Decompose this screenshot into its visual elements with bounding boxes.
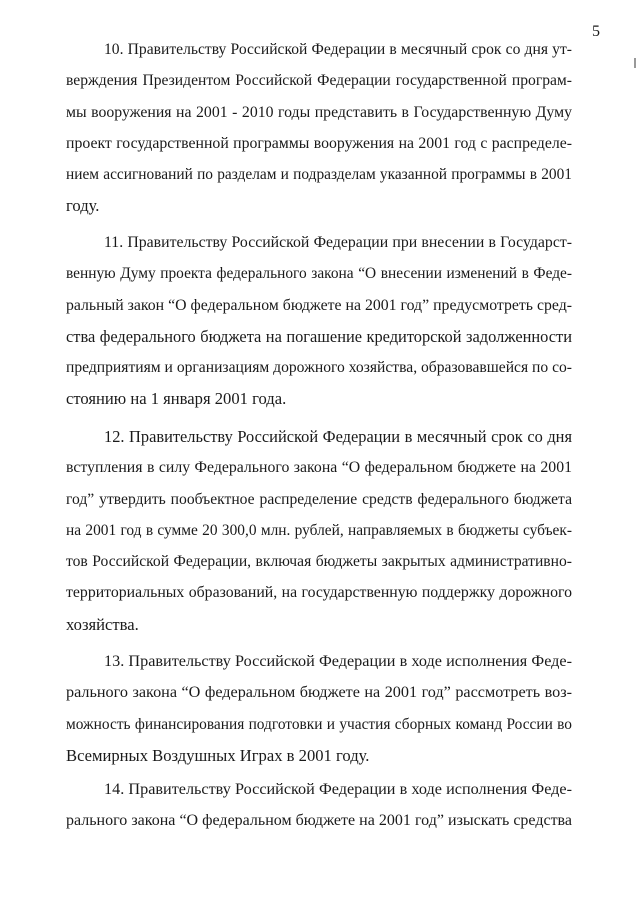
text-line: рального закона “О федеральном бюджете на 2001 год” изыскать средства (66, 812, 572, 830)
text-line: ральный закон “О федеральном бюджете на 2001 год” предусмотреть сред- (66, 296, 572, 314)
paragraph-14 (66, 774, 572, 837)
text-line: верждения Президентом Российской Федерации государственной програм- (66, 72, 572, 90)
text-line: 11. Правительству Российской Федерации при внесении в Государст- (104, 234, 572, 251)
text-line: Всемирных Воздушных Играх в 2001 году. (66, 745, 370, 765)
text-line: мы вооружения на 2001 - 2010 годы представить в Государственную Думу (66, 103, 572, 121)
paragraph-12 (66, 421, 572, 640)
page-number: 5 (592, 23, 600, 40)
paragraph-13 (66, 646, 572, 771)
text-line: вступления в силу Федерального закона “О федеральном бюджете на 2001 (66, 459, 572, 477)
text-line: на 2001 год в сумме 20 300,0 млн. рублей, направляемых в бюджеты субъек- (66, 521, 572, 539)
text-line: нием ассигнований по разделам и подразделам указанной программы в 2001 (66, 166, 572, 184)
text-line: 12. Правительству Российской Федерации в месячный срок со дня (104, 427, 572, 446)
text-line: венную Думу проекта федерального закона “О внесении изменений в Феде- (66, 265, 572, 283)
text-line: году. (66, 196, 100, 216)
scan-mark (634, 58, 636, 68)
text-line: ства федерального бюджета на погашение кредиторской задолженности (66, 326, 572, 346)
paragraph-11 (66, 227, 572, 415)
text-line: проект государственной программы вооружения на 2001 год с распределе- (66, 134, 572, 152)
text-line: можность финансирования подготовки и участия сборных команд России во (66, 715, 572, 733)
text-line: стоянию на 1 января 2001 года. (66, 389, 287, 409)
text-line: 10. Правительству Российской Федерации в месячный срок со дня ут- (104, 41, 572, 58)
text-line: хозяйства. (66, 614, 139, 634)
paragraph-10 (66, 34, 572, 222)
text-line: территориальных образований, на государственную поддержку дорожного (66, 584, 572, 602)
text-line: рального закона “О федеральном бюджете на 2001 год” рассмотреть воз- (66, 683, 572, 702)
text-line: предприятиям и организациям дорожного хозяйства, образовавшейся по со- (66, 359, 572, 377)
text-line: 13. Правительству Российской Федерации в ходе исполнения Феде- (104, 652, 572, 670)
text-line: год” утвердить пообъектное распределение средств федерального бюджета (66, 490, 572, 508)
text-line: 14. Правительству Российской Федерации в ходе исполнения Феде- (104, 780, 572, 798)
text-line: тов Российской Федерации, включая бюджеты закрытых административно- (66, 553, 572, 571)
